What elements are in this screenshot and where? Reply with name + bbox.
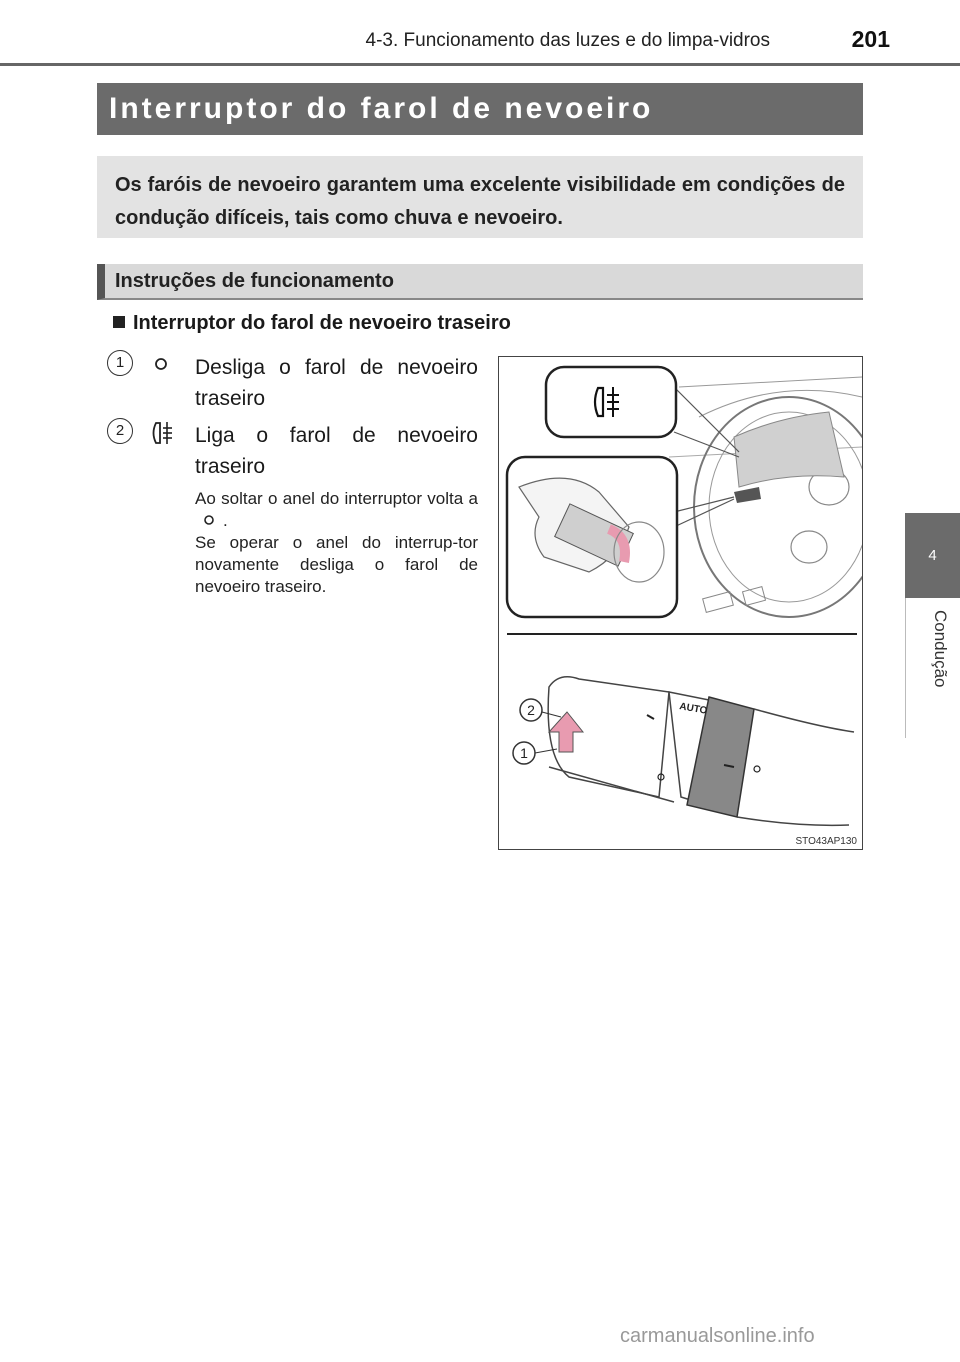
- note-text-part2: .: [223, 511, 228, 530]
- switch-label-auto: AUTO: [678, 701, 709, 717]
- off-circle-icon: [195, 514, 223, 526]
- instructions-header: Instruções de funcionamento: [97, 264, 863, 300]
- item-1-text: Desliga o farol de nevoeiro traseiro: [195, 356, 478, 410]
- watermark: carmanualsonline.info: [620, 1325, 815, 1347]
- figure-code: STO43AP130: [795, 836, 857, 847]
- callout-2: 2: [527, 702, 535, 718]
- subsection-title: [113, 312, 511, 335]
- switch-illustration: [498, 356, 863, 850]
- callout-1: 1: [520, 745, 528, 761]
- item-number-2: 2: [107, 418, 133, 444]
- item-number-1: 1: [107, 350, 133, 376]
- note-text: [195, 488, 478, 598]
- chapter-title: 4-3. Funcionamento das luzes e do limpa-vidros: [365, 30, 770, 51]
- illustration-drawing: [499, 357, 862, 849]
- intro-box: Os faróis de nevoeiro garantem uma excelente visibilidade em condições de condução difíceis, tais como chuva e nevoeiro.: [97, 156, 863, 238]
- note-text-part3: Se operar o anel do interrup-tor novamente desliga o farol de nevoeiro traseiro.: [195, 533, 478, 596]
- header-divider: [0, 63, 960, 66]
- square-bullet-icon: [113, 316, 125, 328]
- section-title: Interruptor do farol de nevoeiro: [97, 83, 863, 135]
- off-circle-icon: [154, 357, 168, 371]
- chapter-tab[interactable]: 4: [905, 513, 960, 598]
- subsection-title-text: Interruptor do farol de nevoeiro traseiro: [133, 312, 511, 334]
- note-text-part1: Ao soltar o anel do interruptor volta a: [195, 489, 478, 508]
- item-2-text: Liga o farol de nevoeiro traseiro: [195, 424, 478, 478]
- rear-fog-light-icon: [149, 420, 177, 446]
- page-number: 201: [851, 26, 890, 52]
- chapter-tab-label: Condução: [931, 610, 950, 688]
